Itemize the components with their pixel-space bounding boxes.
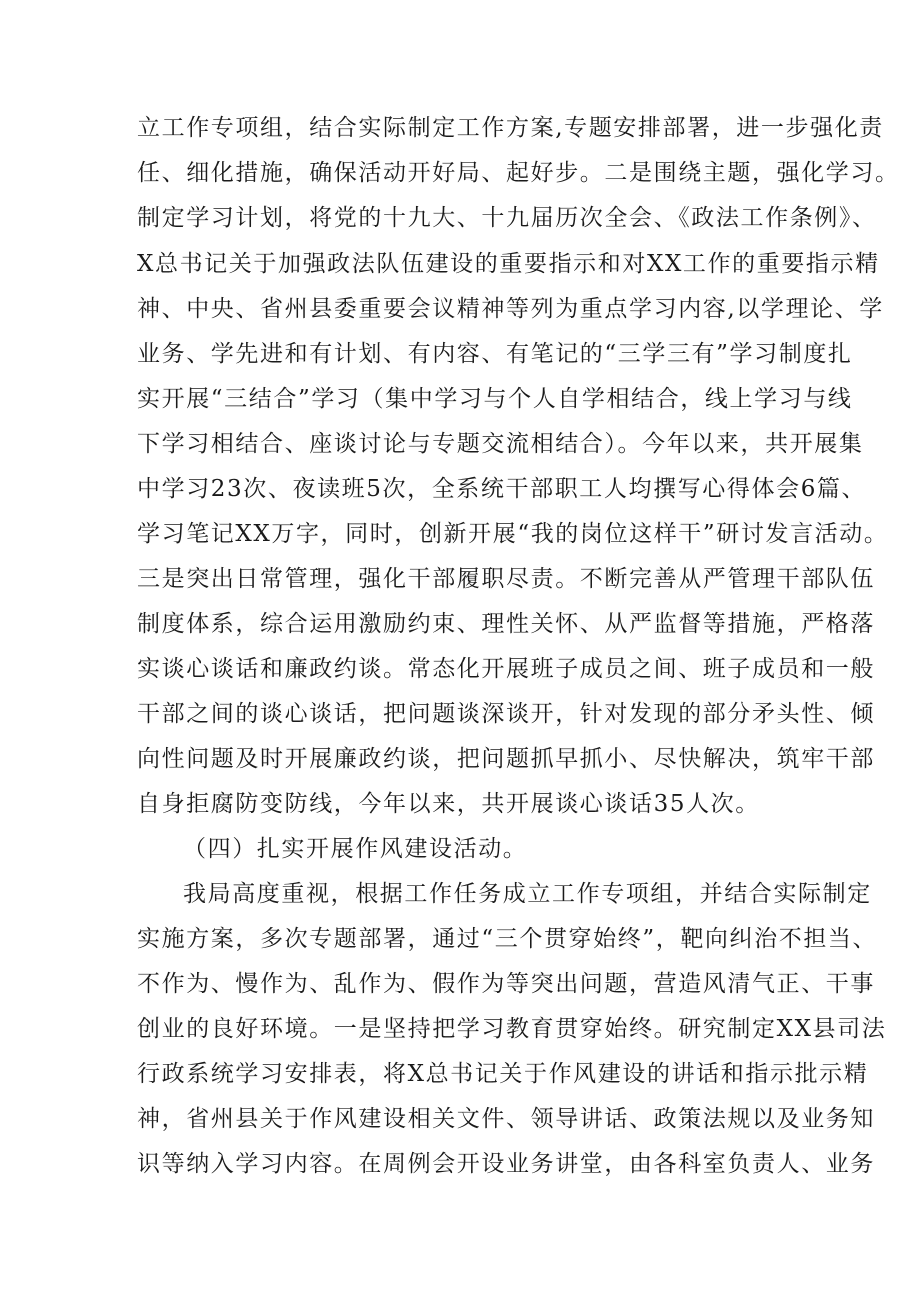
para1-line: 神、中央、省州县委重要会议精神等列为重点学习内容,以学理论、学: [137, 296, 884, 322]
para1-line: 学习笔记XX万字，同时，创新开展“我的岗位这样干”研讨发言活动。: [137, 521, 889, 547]
para1-line: 中学习23次、夜读班5次，全系统干部职工人均撰写心得体会6篇、: [137, 476, 867, 502]
para1-line: 三是突出日常管理，强化干部履职尽责。不断完善从严管理干部队伍: [137, 566, 875, 592]
para1-line: 制度体系，综合运用激励约束、理性关怀、从严监督等措施，严格落: [137, 611, 875, 637]
para2-line: 实施方案，多次专题部署，通过“三个贯穿始终”，靶向纠治不担当、: [137, 926, 878, 952]
para1-line: X总书记关于加强政法队伍建设的重要指示和对XX工作的重要指示精: [137, 251, 880, 277]
para1-line: 自身拒腐防变防线，今年以来，共开展谈心谈话35人次。: [137, 791, 760, 817]
para2-line: 行政系统学习安排表，将X总书记关于作风建设的讲话和指示批示精: [137, 1061, 869, 1087]
para1-line: 下学习相结合、座谈讨论与专题交流相结合）。今年以来，共开展集: [137, 431, 864, 457]
para1-line: 实开展“三结合”学习（集中学习与个人自学相结合，线上学习与线: [137, 386, 853, 412]
para1-line: 立工作专项组，结合实际制定工作方案,专题安排部署，进一步强化责: [137, 115, 884, 141]
para2-line: 我局高度重视，根据工作任务成立工作专项组，并结合实际制定: [183, 881, 872, 907]
section-heading: （四）扎实开展作风建设活动。: [183, 836, 528, 862]
para2-line: 创业的良好环境。一是坚持把学习教育贯穿始终。研究制定XX县司法: [137, 1016, 887, 1042]
para1-line: 干部之间的谈心谈话，把问题谈深谈开，针对发现的部分矛头性、倾: [137, 701, 875, 727]
para1-line: 业务、学先进和有计划、有内容、有笔记的“三学三有”学习制度扎: [137, 341, 853, 367]
para2-line: 神，省州县关于作风建设相关文件、领导讲话、政策法规以及业务知: [137, 1106, 875, 1132]
para2-line: 识等纳入学习内容。在周例会开设业务讲堂，由各科室负责人、业务: [137, 1151, 875, 1177]
para1-line: 实谈心谈话和廉政约谈。常态化开展班子成员之间、班子成员和一般: [137, 656, 875, 682]
para2-line: 不作为、慢作为、乱作为、假作为等突出问题，营造风清气正、干事: [137, 971, 875, 997]
para1-line: 制定学习计划，将党的十九大、十九届历次全会、《政法工作条例》、: [137, 205, 877, 231]
para1-line: 任、细化措施，确保活动开好局、起好步。二是围绕主题，强化学习。: [137, 160, 900, 186]
para1-line: 向性问题及时开展廉政约谈，把问题抓早抓小、尽快解决，筑牢干部: [137, 746, 875, 772]
